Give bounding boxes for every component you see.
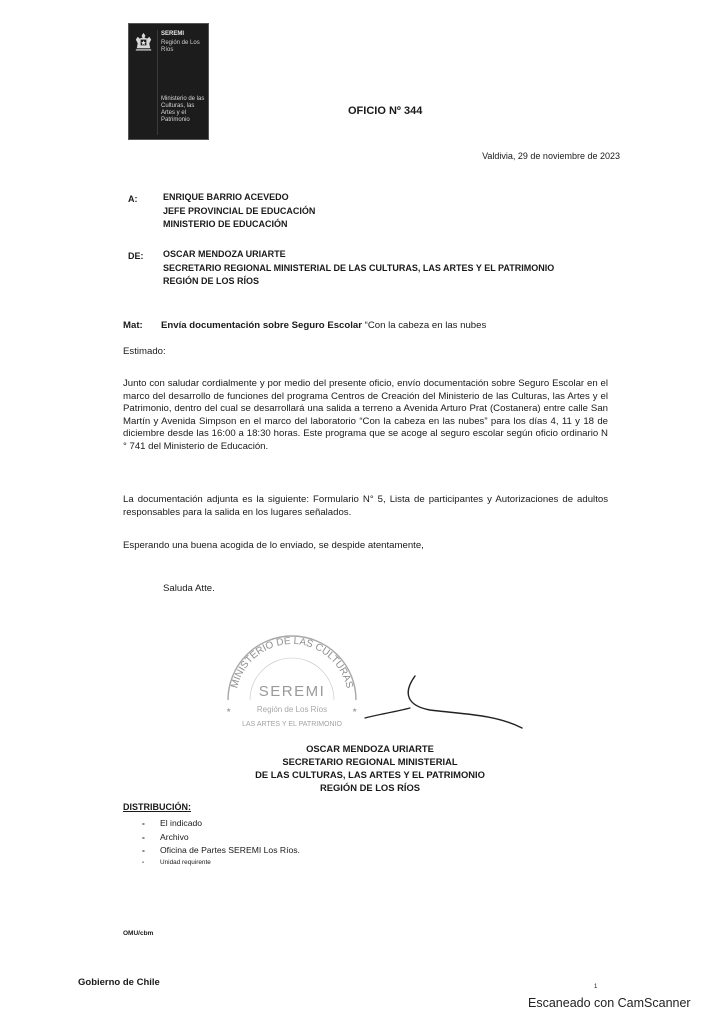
paragraph-1-line: Arturo Prat (Costanera) entre calle San Martín y Avenida Simpson en el marco del laboratorio “Con	[123, 403, 608, 427]
stamp-center-text: SEREMI	[258, 683, 326, 700]
paragraph-1-line: Escolar en el marco del desarrollo de funciones del programa Centros de Creación del Ministerio de	[123, 378, 608, 402]
logo-divider	[157, 30, 158, 135]
paragraph-1-line: Este programa que se acoge al seguro escolar según oficio ordinario N ° 741 del Ministerio de	[123, 428, 608, 452]
paragraph-1-line: Junto con saludar cordialmente y por medio del presente oficio, envío documentación sobre Seguro	[123, 378, 550, 389]
page-number: 1	[594, 984, 598, 990]
body-paragraph-1	[123, 378, 608, 454]
author-initials: OMU/cbm	[123, 930, 154, 937]
distribution-list	[140, 817, 300, 868]
recipient-organization: MINISTERIO DE EDUCACIÓN	[163, 219, 288, 229]
chile-coat-of-arms-icon	[132, 30, 155, 53]
official-stamp	[222, 630, 362, 740]
distribution-item: - Oficina de Partes SEREMI Los Ríos.	[140, 844, 300, 858]
handwritten-signature	[360, 668, 530, 738]
logo-ministry: Ministerio de las Culturas, las Artes y el Patrimonio	[161, 96, 205, 123]
logo-unit: SEREMI	[161, 31, 185, 37]
subject-label: Mat:	[123, 320, 143, 331]
greeting: Estimado:	[123, 346, 166, 357]
paragraph-1-line: Educación.	[220, 440, 269, 452]
signer-position: SECRETARIO REGIONAL MINISTERIAL	[282, 756, 458, 767]
stamp-star-right-icon: ★	[352, 708, 358, 714]
stamp-ring-top-text: MINISTERIO DE LAS CULTURAS	[229, 635, 355, 690]
salutation: Saluda Atte.	[163, 583, 215, 594]
recipient-label: A:	[128, 194, 138, 204]
subject-rest-text: “Con la cabeza en las nubes	[362, 320, 487, 331]
document-title: OFICIO Nº 344	[348, 105, 423, 117]
stamp-ring-bottom-text: LAS ARTES Y EL PATRIMONIO	[242, 721, 342, 728]
distribution-item: - El indicado	[140, 817, 300, 831]
paragraph-2-line: La documentación adjunta es la siguiente: Formulario N° 5, Lista de participantes y Autorizaciones	[123, 494, 559, 505]
recipient-block	[163, 191, 613, 232]
signer-name: OSCAR MENDOZA URIARTE	[306, 743, 434, 754]
subject-line	[123, 320, 613, 331]
subject-bold-text: Envía documentación sobre Seguro Escolar	[161, 320, 362, 331]
body-paragraph-2	[123, 494, 608, 519]
sender-region: REGIÓN DE LOS RÍOS	[163, 276, 260, 286]
government-footer: Gobierno de Chile	[78, 977, 160, 988]
seremi-logo	[128, 23, 209, 140]
place-date: Valdivia, 29 de noviembre de 2023	[482, 151, 620, 161]
distribution-item: - Unidad requirente	[140, 858, 300, 868]
signature-block	[190, 742, 550, 794]
stamp-subcenter-text: Región de Los Ríos	[256, 705, 328, 714]
sender-position: SECRETARIO REGIONAL MINISTERIAL DE LAS CULTURAS, LAS ARTES Y EL PATRIMONIO	[163, 262, 555, 273]
closing-line: Esperando una buena acogida de lo enviado, se despide atentamente,	[123, 540, 424, 551]
recipient-position: JEFE PROVINCIAL DE EDUCACIÓN	[163, 205, 316, 216]
paragraph-2-line: de adultos responsables para la salida en los lugares señalados.	[123, 494, 608, 518]
sender-name: OSCAR MENDOZA URIARTE	[163, 249, 286, 259]
recipient-name: ENRIQUE BARRIO ACEVEDO	[163, 192, 289, 202]
camscanner-watermark: Escaneado con CamScanner	[528, 996, 691, 1010]
distribution-title: DISTRIBUCIÓN:	[123, 802, 191, 812]
paragraph-1-line: la cabeza en las nubes” para los días 4, 11 y 18 de diciembre desde las 16:00 a 18:30 horas.	[123, 415, 609, 440]
signer-region: REGIÓN DE LOS RÍOS	[319, 782, 420, 793]
logo-region: Región de Los Ríos	[161, 40, 200, 53]
signer-ministry: DE LAS CULTURAS, LAS ARTES Y EL PATRIMONIO	[255, 769, 485, 780]
sender-label: DE:	[128, 251, 144, 261]
sender-block	[163, 248, 613, 289]
paragraph-1-line: las Culturas, las Artes y el Patrimonio, dentro del cual se desarrollará una salida a terreno a Avenida	[123, 390, 609, 415]
stamp-star-left-icon: ★	[226, 708, 232, 714]
distribution-item: - Archivo	[140, 831, 300, 845]
